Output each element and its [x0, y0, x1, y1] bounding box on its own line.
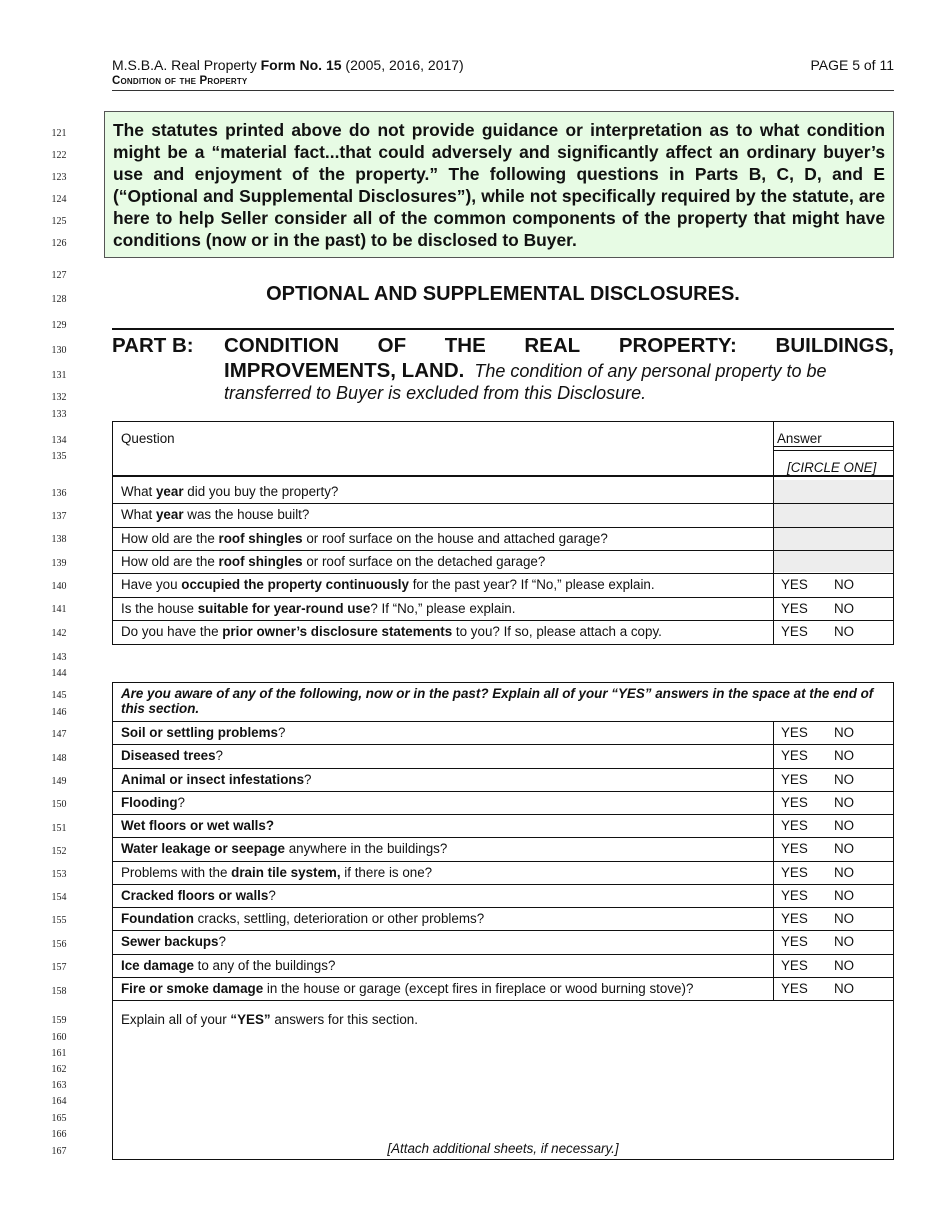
- explain-pre: Explain all of your: [121, 1012, 231, 1027]
- yes-option[interactable]: YES: [781, 887, 808, 903]
- explain-post: answers for this section.: [270, 1012, 418, 1027]
- no-option[interactable]: NO: [834, 748, 855, 764]
- line-number: 130: [51, 345, 67, 356]
- page-number: PAGE 5 of 11: [810, 57, 894, 73]
- part-b-label: PART B:: [112, 334, 194, 357]
- line-number: 141: [51, 604, 67, 615]
- line-number: 161: [51, 1048, 67, 1059]
- line-number: 159: [51, 1015, 67, 1026]
- circle-one-label: [CIRCLE ONE]: [787, 460, 877, 475]
- line-number: 138: [51, 534, 67, 545]
- line-number: 146: [51, 707, 67, 718]
- header-rule: [112, 475, 894, 477]
- line-number: 150: [51, 799, 67, 810]
- line-number: 128: [51, 294, 67, 305]
- no-option[interactable]: NO: [834, 841, 855, 857]
- question-pre: Do you have the: [121, 623, 223, 639]
- row-rule: [112, 930, 894, 931]
- explain-rule: [112, 1000, 894, 1001]
- question-bold: Ice damage: [121, 957, 194, 973]
- line-number: 165: [51, 1113, 67, 1124]
- part-divider: [112, 328, 894, 330]
- no-option[interactable]: NO: [834, 623, 855, 639]
- question-pre: Is the house: [121, 600, 198, 616]
- no-option[interactable]: NO: [834, 600, 855, 616]
- form-number: Form No. 15: [260, 57, 342, 73]
- form-subtitle: Condition of the Property: [112, 75, 248, 87]
- question-pre: Problems with the: [121, 864, 232, 880]
- question-text: [121, 934, 226, 949]
- question-text: [121, 772, 312, 787]
- question-post: ?: [268, 887, 276, 903]
- line-number: 140: [51, 581, 67, 592]
- no-option[interactable]: NO: [834, 887, 855, 903]
- no-option[interactable]: NO: [834, 577, 855, 593]
- row-rule: [112, 954, 894, 955]
- question-text: [121, 818, 274, 833]
- question-post: anywhere in the buildings?: [285, 841, 448, 857]
- heading-word: THE: [444, 334, 486, 357]
- row-rule: [112, 573, 894, 574]
- no-option[interactable]: NO: [834, 818, 855, 833]
- part-b-heading: [224, 334, 894, 358]
- yes-option[interactable]: YES: [781, 980, 808, 996]
- line-number: 122: [51, 150, 67, 161]
- question-text: [121, 484, 338, 499]
- yes-option[interactable]: YES: [781, 864, 808, 880]
- line-number: 124: [51, 194, 67, 205]
- no-option[interactable]: NO: [834, 864, 855, 880]
- question-post: did you buy the property?: [183, 484, 339, 499]
- heading-word: CONDITION: [224, 334, 340, 357]
- line-number: 155: [51, 915, 67, 926]
- question-bold: Wet floors or wet walls?: [121, 818, 275, 833]
- no-option[interactable]: NO: [834, 980, 855, 996]
- yes-option[interactable]: YES: [781, 600, 808, 616]
- question-bold: year: [155, 484, 184, 499]
- answer-divider: [773, 721, 774, 1000]
- no-option[interactable]: NO: [834, 725, 855, 740]
- no-option[interactable]: NO: [834, 934, 855, 950]
- line-number: 143: [51, 652, 67, 663]
- row-rule: [112, 861, 894, 862]
- answer-header: Answer: [777, 431, 822, 446]
- question-bold: Flooding: [121, 794, 178, 810]
- question-post: cracks, settling, deterioration or other problems?: [193, 911, 485, 926]
- yes-option[interactable]: YES: [781, 748, 808, 764]
- heading-word: BUILDINGS,: [775, 334, 894, 357]
- line-number: 145: [51, 690, 67, 701]
- yes-option[interactable]: YES: [781, 841, 808, 857]
- question-pre: What: [121, 507, 156, 523]
- question-post: ?: [304, 771, 312, 787]
- line-number: 163: [51, 1080, 67, 1091]
- heading-word: OF: [377, 334, 407, 357]
- line-number: 127: [51, 270, 67, 281]
- statute-notice: The statutes printed above do not provide guidance or interpretation as to what condition might be a “material fact...that could adversely and significantly affect an ordinary buyer’s use and enjoyment of the property.” The following questions in Parts B, C, D, and E (“Optional and Supplemental Disclosures”), while not specifically required by the statute, are here to help Seller consider all of the common components of the property that might have conditions (now or in the past) to be disclosed to Buyer.: [104, 111, 894, 258]
- line-number: 129: [51, 320, 67, 331]
- question-text: [121, 577, 655, 592]
- row-rule: [112, 620, 894, 621]
- intro-rule: [112, 721, 894, 722]
- row-rule: [112, 837, 894, 838]
- yes-option[interactable]: YES: [781, 771, 808, 787]
- row-rule: [112, 814, 894, 815]
- yes-option[interactable]: YES: [781, 794, 808, 810]
- line-number: 149: [51, 776, 67, 787]
- heading-word: REAL: [524, 334, 581, 357]
- question-bold: drain tile system,: [231, 864, 341, 880]
- question-post: ?: [218, 934, 226, 950]
- row-rule: [112, 907, 894, 908]
- question-bold: Diseased trees: [121, 748, 216, 764]
- line-number: 144: [51, 668, 67, 679]
- question-post: ?: [278, 725, 286, 740]
- line-number: 131: [51, 370, 67, 381]
- awareness-intro: Are you aware of any of the following, now or in the past? Explain all of your “YES” answers in the space at the end of this section.: [121, 686, 874, 716]
- no-option[interactable]: NO: [834, 957, 855, 973]
- form-header: [112, 57, 464, 74]
- line-number: 152: [51, 846, 67, 857]
- line-number: 123: [51, 172, 67, 183]
- question-text: [121, 554, 545, 569]
- question-bold: Soil or settling problems: [121, 725, 278, 740]
- question-text: [121, 958, 335, 973]
- line-number: 156: [51, 939, 67, 950]
- row-rule: [112, 744, 894, 745]
- yes-option[interactable]: YES: [781, 911, 808, 926]
- question-text: [121, 841, 447, 856]
- line-number: 166: [51, 1129, 67, 1140]
- question-post: ?: [177, 794, 185, 810]
- line-number: 167: [51, 1146, 67, 1157]
- yes-option[interactable]: YES: [781, 957, 808, 973]
- line-number: 162: [51, 1064, 67, 1075]
- line-number: 125: [51, 216, 67, 227]
- question-text: [121, 911, 484, 926]
- line-number: 157: [51, 962, 67, 973]
- question-post: to any of the buildings?: [193, 957, 336, 973]
- line-number: 121: [51, 128, 67, 139]
- question-text: [121, 725, 285, 740]
- question-header: Question: [121, 431, 175, 446]
- line-number: 142: [51, 628, 67, 639]
- question-bold: Cracked floors or walls: [121, 887, 269, 903]
- question-bold: Sewer backups: [121, 934, 219, 950]
- question-post: to you? If so, please attach a copy.: [452, 623, 662, 639]
- yes-option[interactable]: YES: [781, 934, 808, 950]
- row-rule: [112, 527, 894, 528]
- question-bold: Animal or insect infestations: [121, 771, 305, 787]
- part-b-italic: The condition of any personal property to be: [474, 361, 827, 381]
- explain-label: [121, 1012, 418, 1027]
- line-number: 153: [51, 869, 67, 880]
- yes-option[interactable]: YES: [781, 818, 808, 833]
- question-post: or roof surface on the house and attached garage?: [302, 530, 608, 546]
- line-number: 154: [51, 892, 67, 903]
- question-pre: How old are the: [121, 530, 219, 546]
- line-number: 133: [51, 409, 67, 420]
- line-number: 134: [51, 435, 67, 446]
- row-rule: [112, 791, 894, 792]
- question-bold: occupied the property continuously: [181, 577, 409, 593]
- answer-underline: [774, 446, 893, 447]
- question-bold: Water leakage or seepage: [121, 841, 285, 857]
- row-rule: [112, 503, 894, 504]
- heading-word: PROPERTY:: [618, 334, 737, 357]
- no-option[interactable]: NO: [834, 771, 855, 787]
- line-number: 147: [51, 729, 67, 740]
- question-pre: What: [121, 484, 156, 499]
- question-pre: Have you: [121, 577, 182, 593]
- question-text: [121, 601, 515, 616]
- question-text: [121, 624, 662, 639]
- part-b-heading-line2: [224, 359, 894, 383]
- question-text: [121, 795, 185, 810]
- question-bold: Fire or smoke damage: [121, 980, 264, 996]
- part-b-note: transferred to Buyer is excluded from this Disclosure.: [224, 383, 647, 403]
- answer-underline: [774, 450, 893, 451]
- line-number: 158: [51, 986, 67, 997]
- question-bold: roof shingles: [218, 530, 303, 546]
- question-post: for the past year? If “No,” please explain.: [408, 577, 655, 593]
- question-bold: suitable for year-round use: [197, 600, 371, 616]
- yes-option[interactable]: YES: [781, 623, 808, 639]
- no-option[interactable]: NO: [834, 911, 855, 926]
- line-number: 126: [51, 238, 67, 249]
- yes-option[interactable]: YES: [781, 725, 808, 740]
- line-number: 137: [51, 511, 67, 522]
- line-number: 164: [51, 1096, 67, 1107]
- explain-bold: “YES”: [230, 1012, 271, 1027]
- question-post: or roof surface on the detached garage?: [302, 553, 546, 569]
- question-text: [121, 748, 223, 763]
- row-rule: [112, 768, 894, 769]
- line-number: 135: [51, 451, 67, 462]
- row-rule: [112, 884, 894, 885]
- attach-note: [Attach additional sheets, if necessary.]: [387, 1141, 619, 1156]
- question-text: [121, 507, 309, 522]
- no-option[interactable]: NO: [834, 794, 855, 810]
- question-bold: prior owner’s disclosure statements: [222, 623, 453, 639]
- question-pre: How old are the: [121, 553, 219, 569]
- line-number: 139: [51, 558, 67, 569]
- question-post: ?: [215, 748, 223, 764]
- yes-option[interactable]: YES: [781, 577, 808, 593]
- row-rule: [112, 597, 894, 598]
- question-text: [121, 888, 276, 903]
- question-bold: Foundation: [121, 911, 194, 926]
- question-post: ? If “No,” please explain.: [370, 600, 516, 616]
- line-number: 148: [51, 753, 67, 764]
- question-bold: year: [155, 507, 184, 523]
- question-text: [121, 865, 432, 880]
- line-number: 160: [51, 1032, 67, 1043]
- question-post: was the house built?: [183, 507, 310, 523]
- form-prefix: M.S.B.A. Real Property: [112, 57, 261, 73]
- question-text: [121, 981, 693, 996]
- question-text: [121, 531, 608, 546]
- line-number: 151: [51, 823, 67, 834]
- row-rule: [112, 977, 894, 978]
- part-b-bold: IMPROVEMENTS, LAND.: [224, 359, 465, 382]
- row-rule: [112, 550, 894, 551]
- question-post: if there is one?: [340, 864, 433, 880]
- form-years: (2005, 2016, 2017): [341, 57, 464, 73]
- section-title: OPTIONAL AND SUPPLEMENTAL DISCLOSURES.: [266, 283, 740, 305]
- line-number: 132: [51, 392, 67, 403]
- question-bold: roof shingles: [218, 553, 303, 569]
- header-divider: [112, 90, 894, 91]
- answer-divider: [773, 421, 774, 644]
- line-number: 136: [51, 488, 67, 499]
- question-post: in the house or garage (except fires in fireplace or wood burning stove)?: [263, 980, 694, 996]
